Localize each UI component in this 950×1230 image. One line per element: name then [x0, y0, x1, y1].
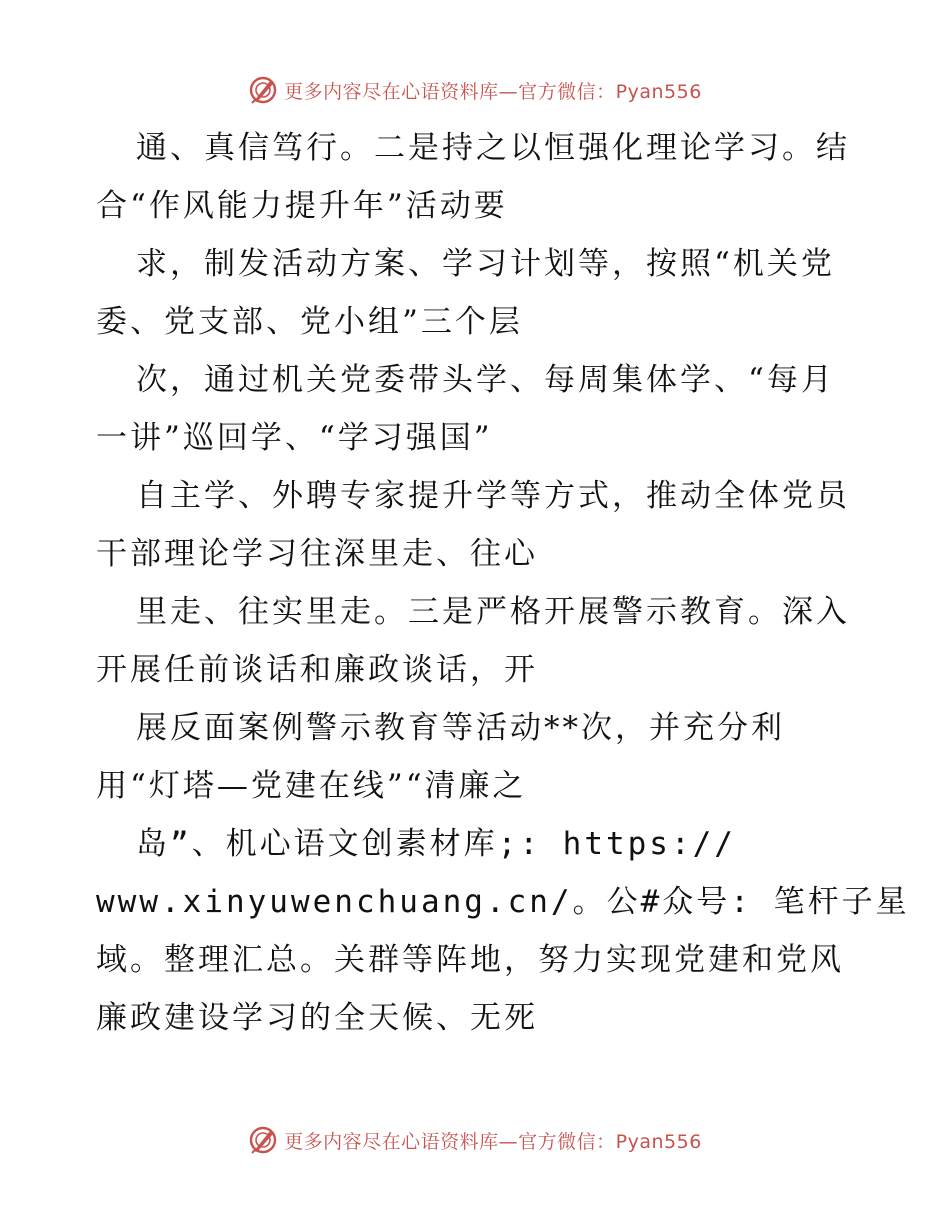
paragraph-line: 干部理论学习往深里走、往心 [96, 536, 538, 572]
paragraph-line: 自主学、外聘专家提升学等方式，推动全体党员 [136, 478, 850, 514]
paragraph-line: 用“灯塔—党建在线”“清廉之 [96, 768, 527, 804]
watermark-text: 更多内容尽在心语资料库—官方微信：Pyan556 [284, 80, 702, 103]
paragraph-line: 域。整理汇总。关群等阵地，努力实现党建和党风 [96, 942, 844, 978]
quill-logo-icon [248, 1125, 278, 1155]
watermark-text: 更多内容尽在心语资料库—官方微信：Pyan556 [284, 1130, 702, 1153]
paragraph-line: 委、党支部、党小组”三个层 [96, 304, 523, 340]
paragraph-line: 合“作风能力提升年”活动要 [96, 188, 508, 224]
paragraph-line: 一讲”巡回学、“学习强国” [96, 420, 493, 456]
paragraph-line: 开展任前谈话和廉政谈话，开 [96, 652, 538, 688]
paragraph-line: 里走、往实里走。三是严格开展警示教育。深入 [136, 594, 850, 630]
paragraph-line-url: www.xinyuwenchuang.cn/。公#众号: 笔杆子星 [96, 884, 910, 920]
paragraph-line: 次，通过机关党委带头学、每周集体学、“每月 [136, 362, 835, 398]
paragraph-line: 求，制发活动方案、学习计划等，按照“机关党 [136, 246, 835, 282]
paragraph-line: 岛”、机心语文创素材库;: https:// [136, 826, 736, 862]
paragraph-line: 廉政建设学习的全天候、无死 [96, 1000, 538, 1036]
footer-watermark [0, 1123, 950, 1157]
paragraph-line: 通、真信笃行。二是持之以恒强化理论学习。结 [136, 130, 850, 166]
paragraph-line: 展反面案例警示教育等活动**次，并充分利 [136, 710, 785, 746]
